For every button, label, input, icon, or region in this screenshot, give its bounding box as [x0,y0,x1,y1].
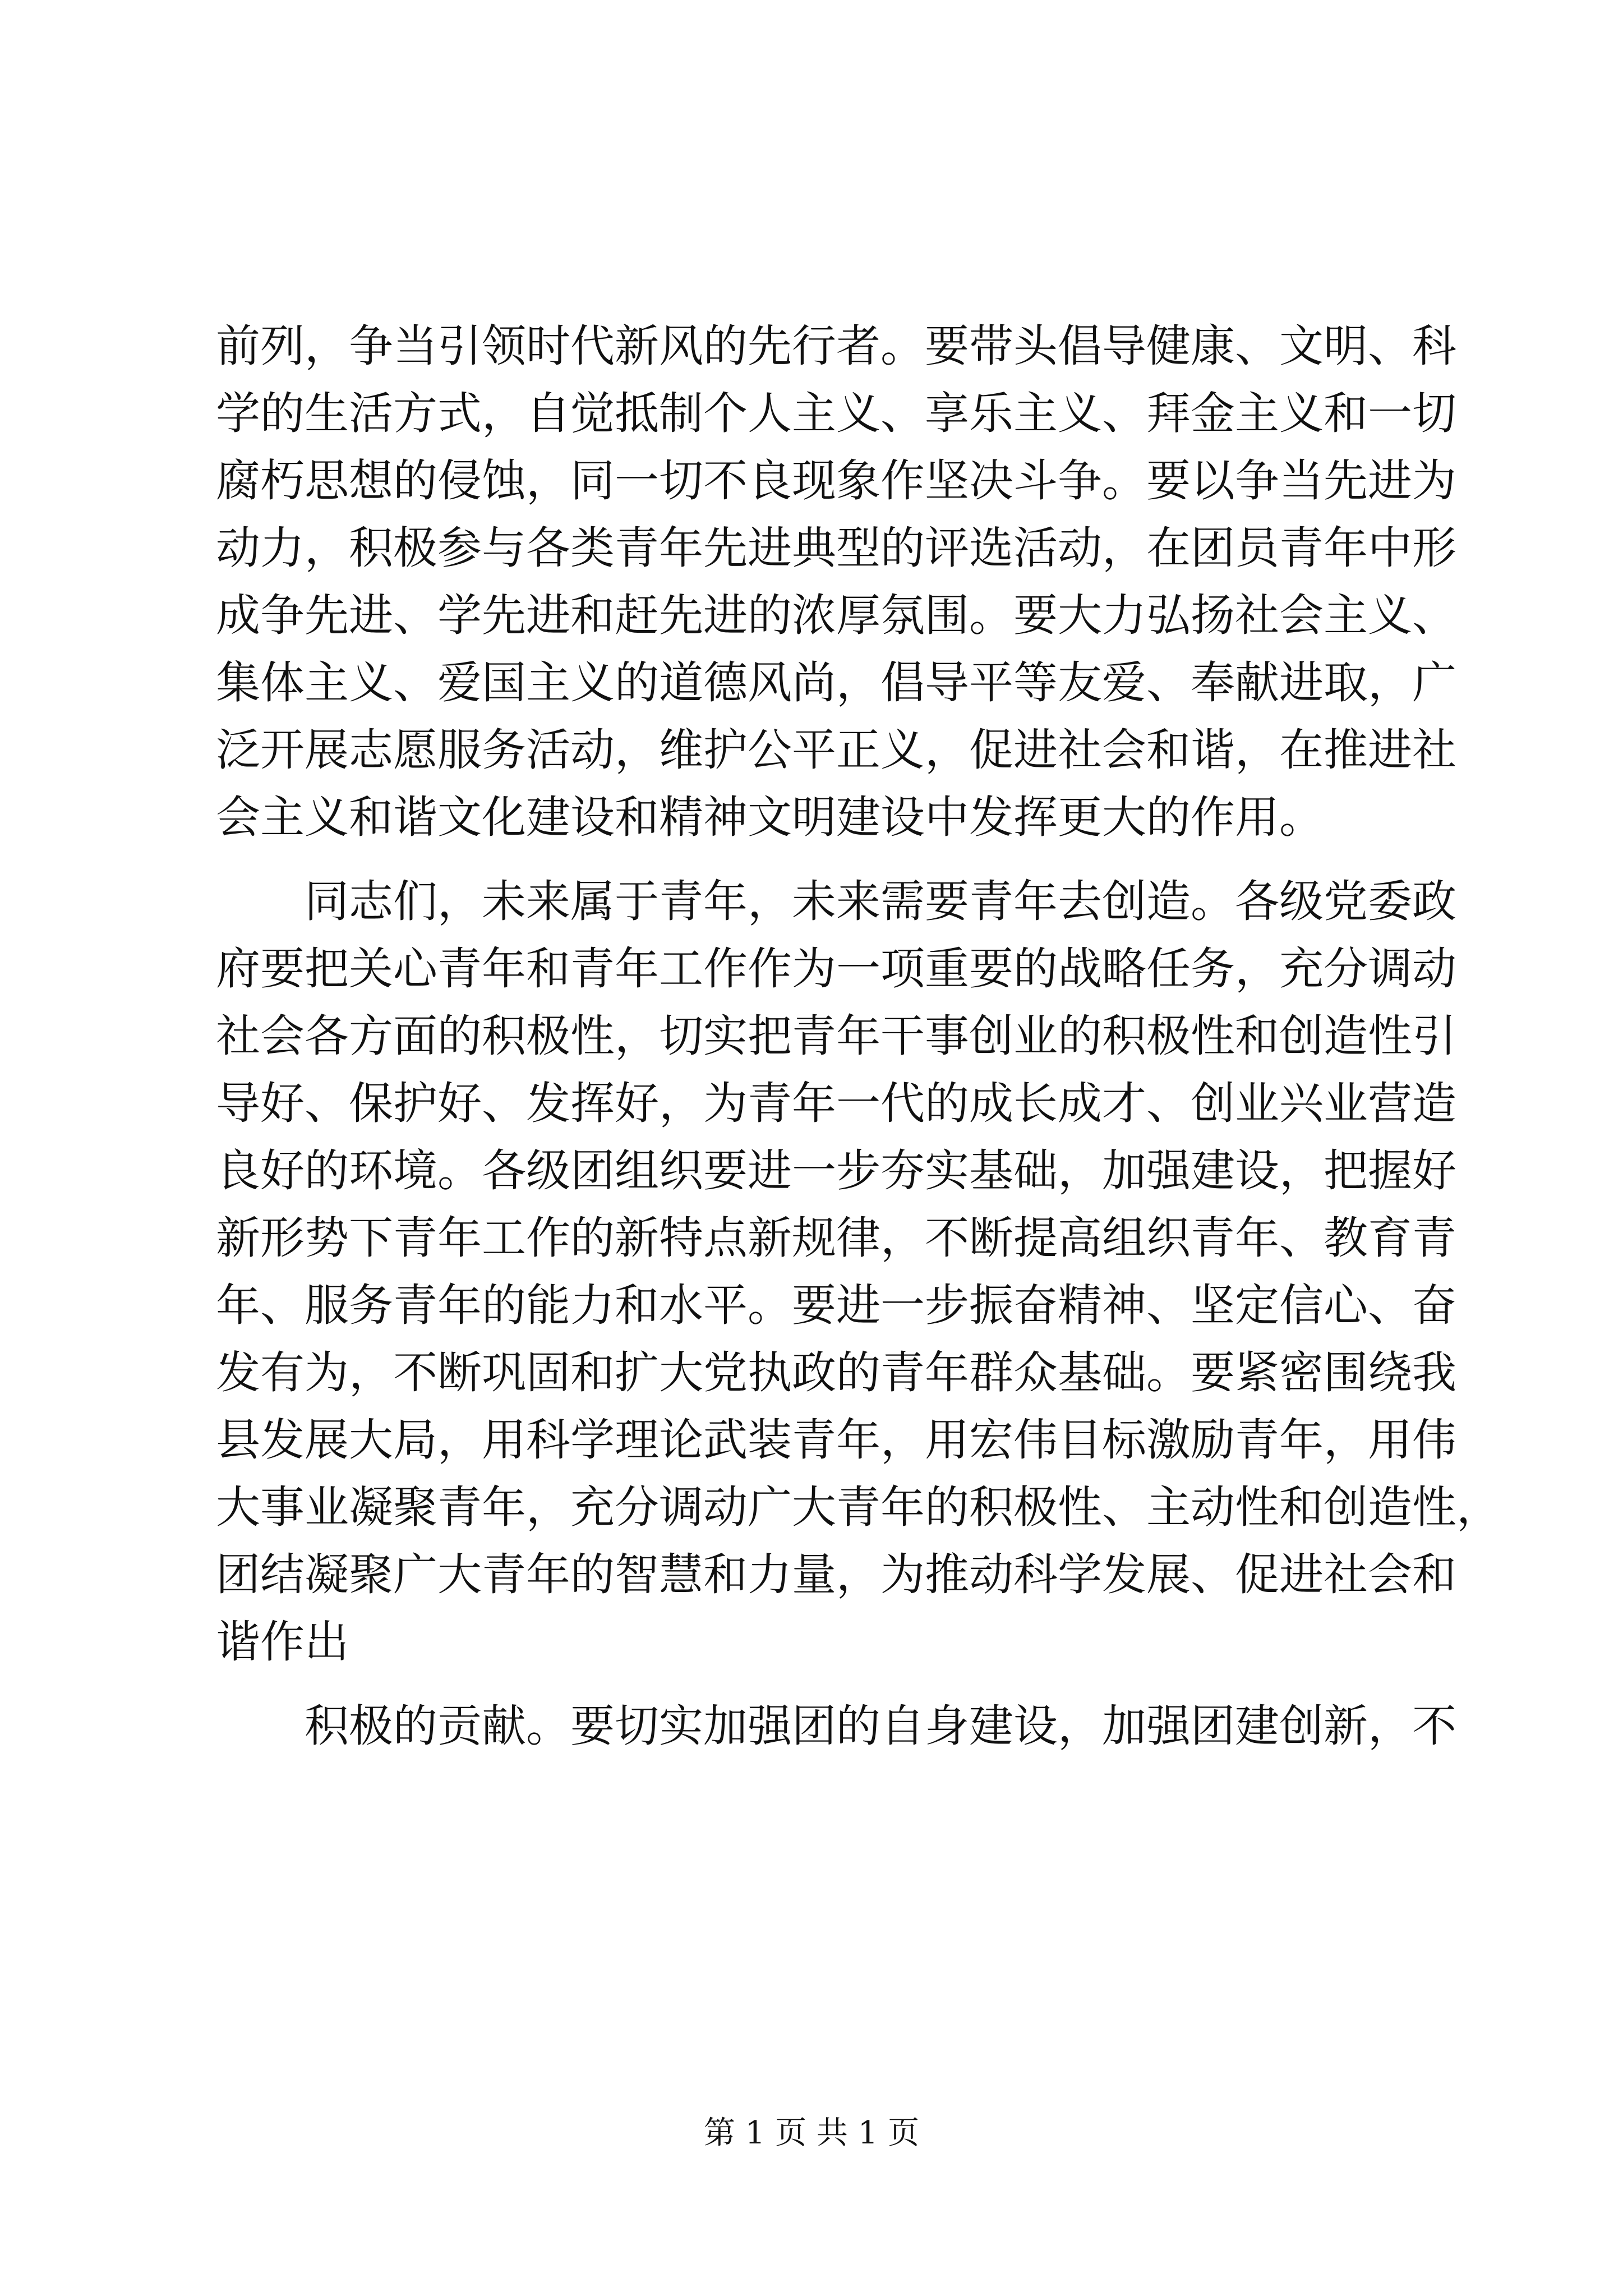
text-line: 会主义和谐文化建设和精神文明建设中发挥更大的作用。 [216,792,1324,843]
text-line: 团结凝聚广大青年的智慧和力量，为推动科学发展、促进社会和 [216,1549,1456,1600]
paragraph-first-line: 同志们，未来属于青年，未来需要青年去创造。各级党委政 [305,876,1456,927]
text-line: 泛开展志愿服务活动，维护公平正义，促进社会和谐，在推进社 [216,724,1456,776]
page-number-footer: 第 1 页 共 1 页 [703,2115,920,2151]
text-line: 县发展大局，用科学理论武装青年，用宏伟目标激励青年，用伟 [216,1414,1456,1466]
text-line: 社会各方面的积极性，切实把青年干事创业的积极性和创造性引 [216,1010,1456,1062]
text-line: 集体主义、爱国主义的道德风尚，倡导平等友爱、奉献进取，广 [216,657,1456,708]
text-line: 新形势下青年工作的新特点新规律，不断提高组织青年、教育青 [216,1212,1456,1264]
text-line: 府要把关心青年和青年工作作为一项重要的战略任务，充分调动 [216,943,1456,995]
text-line: 年、服务青年的能力和水平。要进一步振奋精神、坚定信心、奋 [216,1280,1456,1331]
text-line: 大事业凝聚青年，充分调动广大青年的积极性、主动性和创造性， [216,1481,1501,1533]
paragraph-first-line: 积极的贡献。要切实加强团的自身建设，加强团建创新，不 [305,1700,1456,1752]
text-line: 前列，争当引领时代新风的先行者。要带头倡导健康、文明、科 [216,320,1456,372]
text-line: 腐朽思想的侵蚀，同一切不良现象作坚决斗争。要以争当先进为 [216,455,1456,507]
text-line: 发有为，不断巩固和扩大党执政的青年群众基础。要紧密围绕我 [216,1347,1456,1398]
text-line: 谐作出 [216,1616,349,1668]
text-line: 学的生活方式，自觉抵制个人主义、享乐主义、拜金主义和一切 [216,388,1456,439]
text-line: 动力，积极参与各类青年先进典型的评选活动，在团员青年中形 [216,522,1456,574]
text-line: 导好、保护好、发挥好，为青年一代的成长成才、创业兴业营造 [216,1078,1456,1129]
text-line: 成争先进、学先进和赶先进的浓厚氛围。要大力弘扬社会主义、 [216,590,1456,641]
text-line: 良好的环境。各级团组织要进一步夯实基础，加强建设，把握好 [216,1145,1456,1197]
